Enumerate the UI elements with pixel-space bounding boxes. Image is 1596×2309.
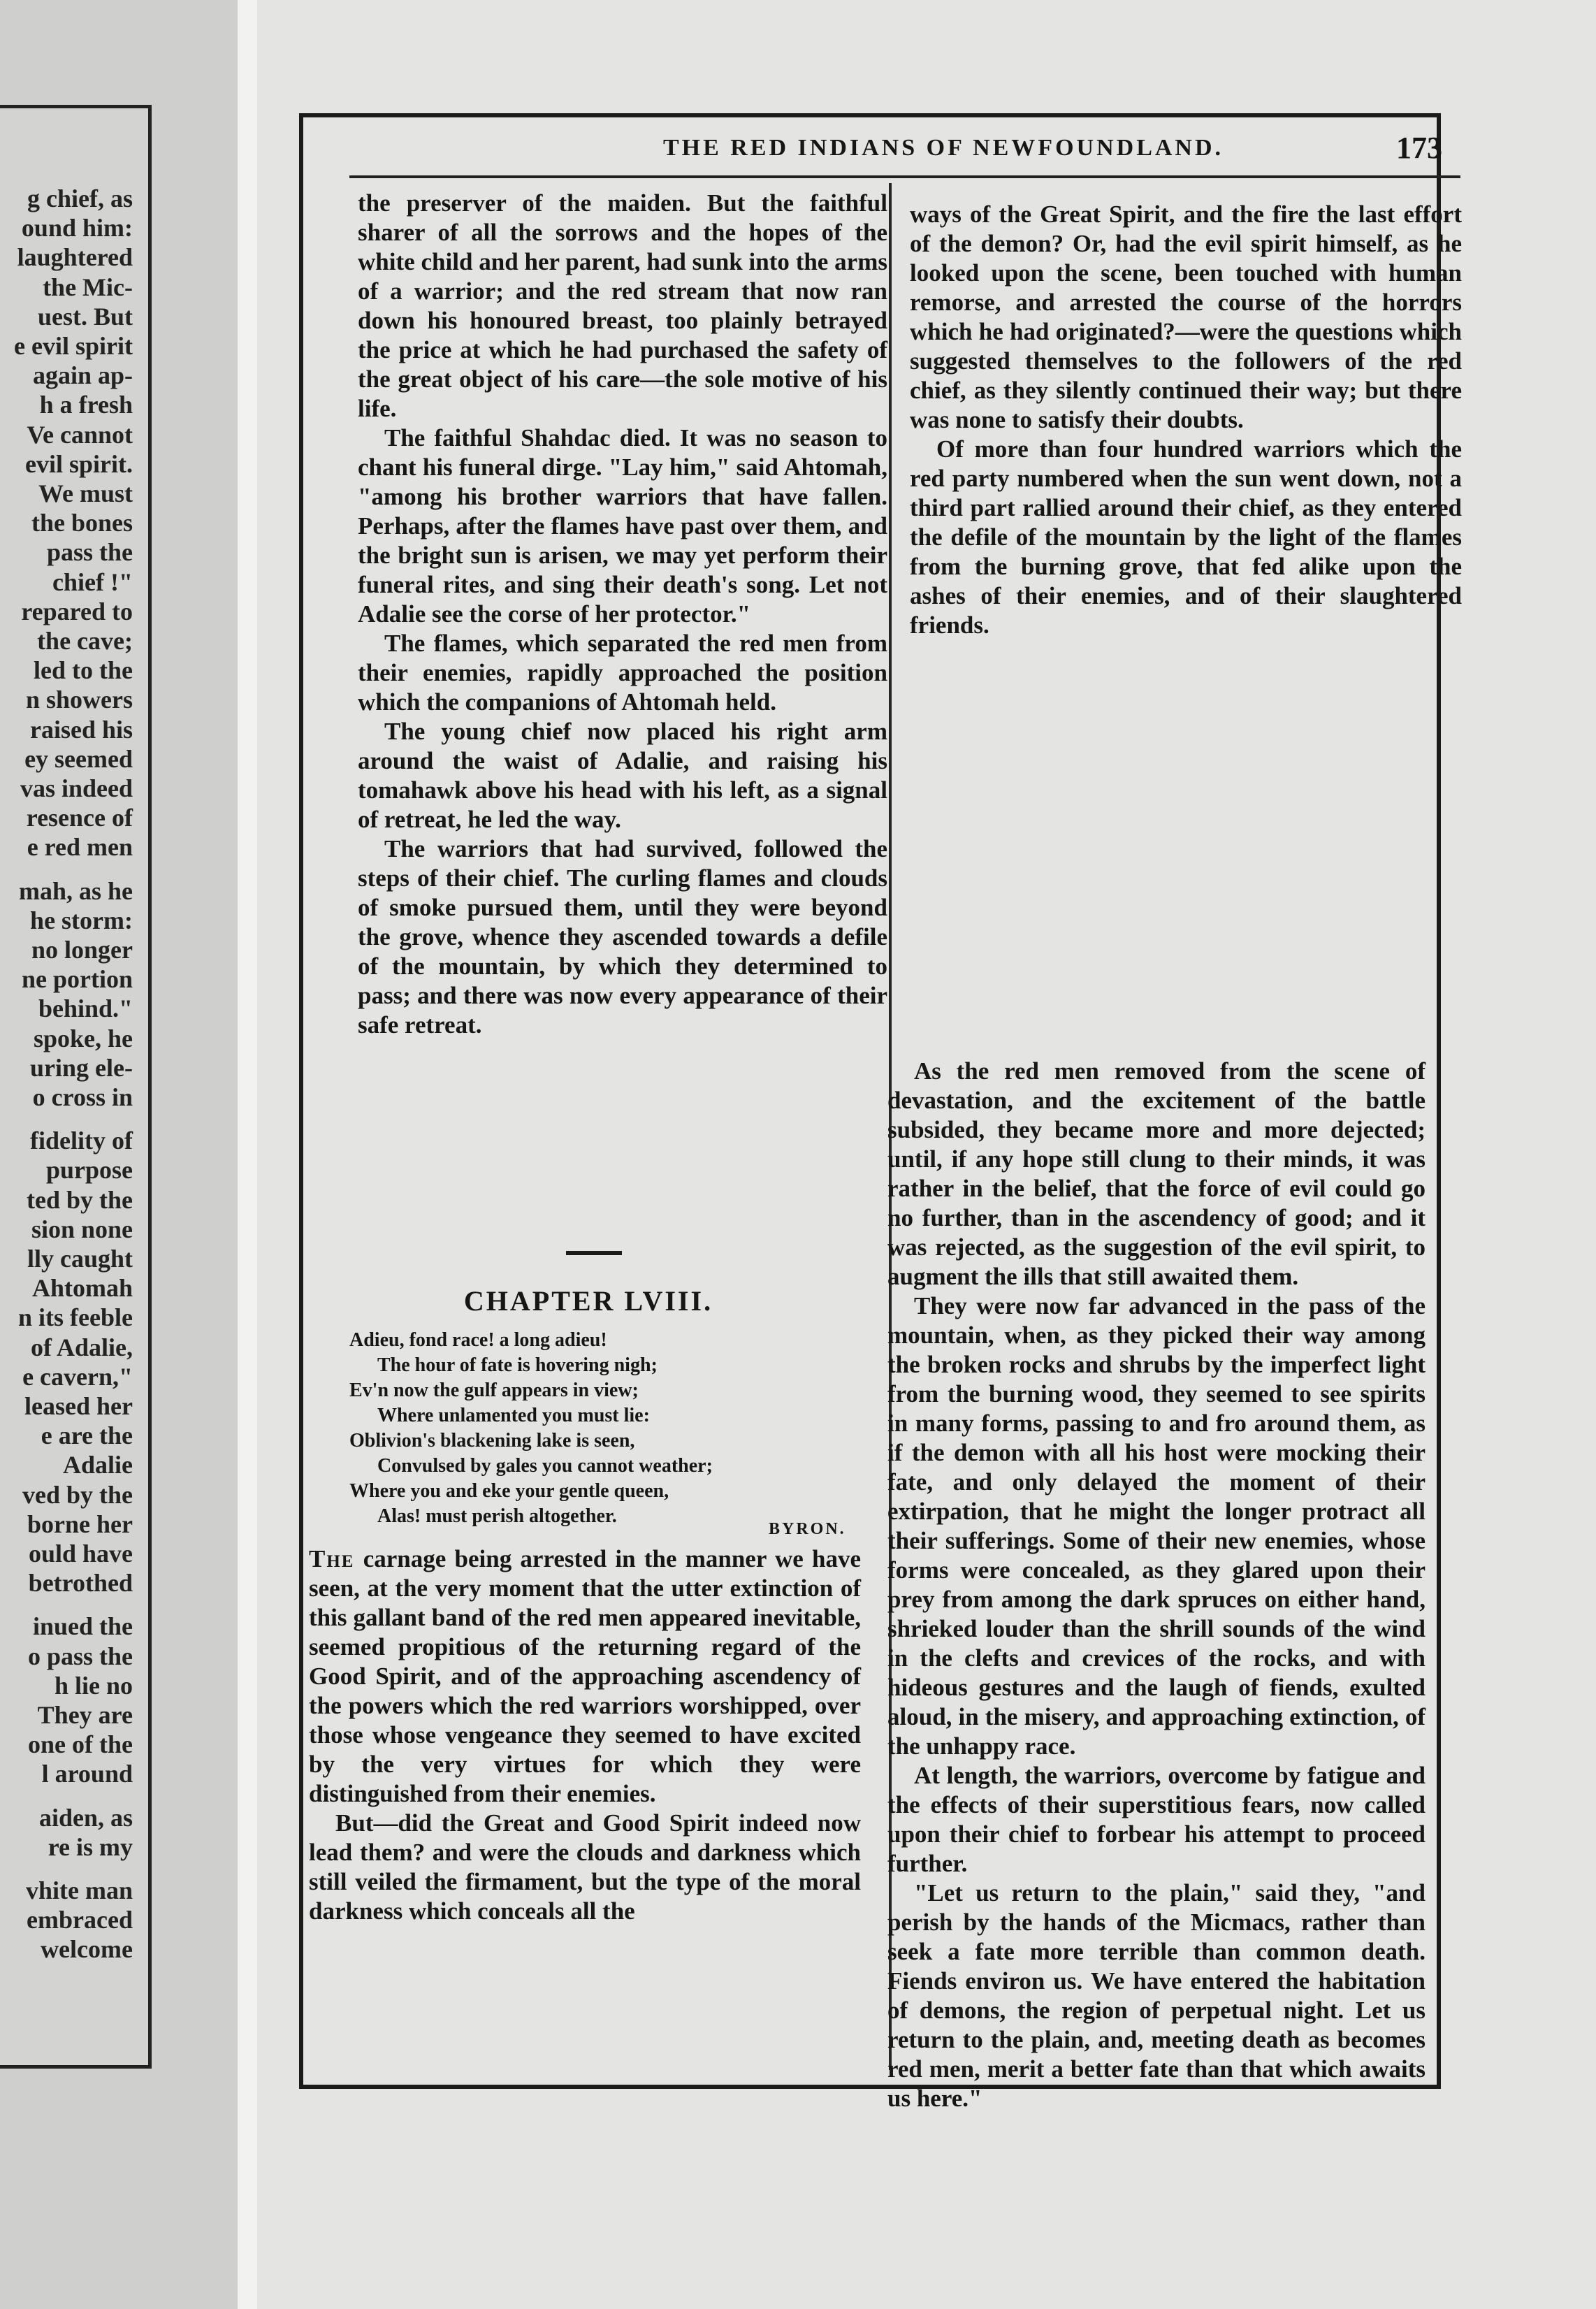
chapter-title: CHAPTER LVIII. bbox=[463, 1285, 713, 1317]
epigraph-line: Convulsed by gales you cannot weather; bbox=[377, 1455, 713, 1477]
facing-page-line: e evil spirit bbox=[14, 332, 133, 360]
facing-page-line: ved by the bbox=[22, 1480, 133, 1509]
facing-page-line: betrothed bbox=[28, 1569, 133, 1598]
facing-page-line: Ahtomah bbox=[31, 1274, 133, 1303]
facing-page-line: purpose bbox=[45, 1156, 133, 1185]
epigraph-line: Adieu, fond race! a long adieu! bbox=[349, 1329, 607, 1351]
facing-page-line: ne portion bbox=[21, 965, 133, 994]
facing-page-line: e red men bbox=[27, 833, 133, 862]
facing-page-line: resence of bbox=[26, 804, 133, 832]
paragraph: The flames, which separated the red men from their enemies, rapidly approached the position which the companions of Ahtomah held. bbox=[358, 630, 887, 716]
facing-page-line: ould have bbox=[28, 1540, 133, 1568]
left-column-text bbox=[358, 189, 887, 1040]
facing-page-fragment bbox=[0, 105, 152, 2069]
facing-page-line: sion none bbox=[31, 1215, 133, 1243]
facing-page-line: vhite man bbox=[26, 1876, 133, 1904]
facing-page-line: chief !" bbox=[52, 567, 133, 596]
facing-page-line: laughtered bbox=[17, 243, 133, 272]
facing-page-line: lly caught bbox=[27, 1245, 133, 1273]
facing-page-line: he storm: bbox=[30, 906, 133, 934]
facing-page-line: uest. But bbox=[37, 302, 133, 331]
facing-page-line: the bones bbox=[31, 509, 133, 537]
facing-page-line: uring ele- bbox=[30, 1053, 133, 1082]
facing-page-line: welcome bbox=[41, 1935, 133, 1964]
facing-page-line: Adalie bbox=[62, 1451, 133, 1479]
opening-word: The bbox=[309, 1545, 355, 1572]
facing-page-line: leased her bbox=[24, 1392, 133, 1420]
facing-page-line: behind." bbox=[38, 994, 133, 1023]
epigraph-line: Oblivion's blackening lake is seen, bbox=[349, 1430, 635, 1452]
epigraph-line: Where you and eke your gentle queen, bbox=[349, 1480, 669, 1502]
facing-page-line: the cave; bbox=[37, 627, 133, 655]
paragraph: At length, the warriors, overcome by fatigue and the effects of their superstitious fears, now called upon their chief to forbear his attempt to proceed further. bbox=[887, 1762, 1425, 1877]
facing-page-line: l around bbox=[41, 1760, 133, 1788]
paragraph-text: carnage being arrested in the manner we have seen, at the very moment that the utter extinction of this gallant band of the red men appeared inevitable, seemed propitious of the returning regard of the Good Spirit, and of the approaching ascendency of the powers which the red warriors worshipped, over those whose vengeance they seemed to have excited by the very virtues for which they were distinguished from their enemies. bbox=[309, 1545, 861, 1807]
facing-page-line: mah, as he bbox=[18, 876, 133, 905]
paragraph: They were now far advanced in the pass of the mountain, when, as they picked their way among the broken rocks and shrubs by the imperfect light from the burning wood, they seemed to see spirits in many forms, passing to and fro around them, as if the demon with all his host were mocking their fate, and only delayed the moment of their extirpation, that he might the longer protract all their sufferings. Some of their new enemies, whose forms were concealed, as they glared upon their prey from among the dark spruces on either hand, shrieked louder than the shrill sounds of the wind in the clefts and crevices of the rocks, and with hideous gestures and the laugh of fiends, exulted aloud, in the misery, and approaching extinction, of the unhappy race. bbox=[887, 1292, 1425, 1760]
facing-page-line: ey seemed bbox=[24, 744, 133, 773]
facing-page-line: evil spirit. bbox=[25, 449, 133, 478]
facing-page-line: one of the bbox=[28, 1730, 133, 1759]
paragraph: "Let us return to the plain," said they, "and perish by the hands of the Micmacs, rather than seek a fate more terrible than common death. Fiends environ us. We have entered the habitation of demons, the region of perpetual night. Let us return to the plain, and, meeting death as becomes red men, merit a better fate than that which awaits us here." bbox=[887, 1879, 1425, 2112]
facing-page-line: again ap- bbox=[32, 361, 133, 390]
facing-page-line: inued the bbox=[32, 1612, 133, 1641]
facing-page-line: g chief, as bbox=[27, 184, 133, 212]
facing-page-line: embraced bbox=[27, 1906, 133, 1934]
facing-page-line: aiden, as bbox=[38, 1803, 133, 1832]
facing-page-line: We must bbox=[38, 479, 133, 507]
facing-page-line: raised his bbox=[29, 715, 133, 744]
facing-page-line: fidelity of bbox=[30, 1127, 133, 1155]
facing-page-line: h a fresh bbox=[39, 391, 133, 419]
facing-page-line: They are bbox=[37, 1701, 133, 1729]
paragraph: Of more than four hundred warriors which the red party numbered when the sun went down, not a third part rallied around their chief, as they entered the defile of the mountain by the light of the flames from the burning grove, that fed alike upon the ashes of their enemies, and of their slaughtered friends. bbox=[910, 435, 1462, 639]
facing-page-line: h lie no bbox=[54, 1671, 133, 1700]
facing-page-line: n its feeble bbox=[18, 1303, 133, 1332]
paragraph: The young chief now placed his right arm around the waist of Adalie, and raising his tomahawk above his head with his left, as a signal of retreat, he led the way. bbox=[358, 718, 887, 833]
facing-page-line: spoke, he bbox=[33, 1024, 133, 1052]
facing-page-line: e cavern," bbox=[22, 1362, 133, 1391]
facing-page-line: of Adalie, bbox=[30, 1333, 133, 1361]
paragraph bbox=[309, 1544, 861, 1809]
section-ornament-rule bbox=[566, 1251, 622, 1255]
chapter-opening-text bbox=[309, 1544, 861, 1926]
header-rule bbox=[349, 175, 1460, 178]
facing-page-line: vas indeed bbox=[20, 774, 133, 802]
facing-page-line: repared to bbox=[21, 597, 133, 625]
facing-page-line: no longer bbox=[31, 936, 133, 964]
facing-page-line: o cross in bbox=[32, 1083, 133, 1111]
right-column-text-upper bbox=[910, 200, 1462, 640]
facing-page-line: led to the bbox=[34, 656, 133, 685]
epigraph-line: Alas! must perish altogether. bbox=[377, 1505, 617, 1527]
epigraph-line: The hour of fate is hovering nigh; bbox=[377, 1354, 658, 1376]
paragraph: The faithful Shahdac died. It was no season to chant his funeral dirge. "Lay him," said Ahtomah, "among his brother warriors that have fallen. Perhaps, after the flames have past over them, and the bright sun is arisen, we may yet perform their funeral rites, and sing their death's song. Let not Adalie see the corse of her protector." bbox=[358, 424, 887, 628]
epigraph-line: Ev'n now the gulf appears in view; bbox=[349, 1380, 639, 1401]
facing-page-line: o pass the bbox=[27, 1642, 133, 1670]
paragraph: The warriors that had survived, followed the steps of their chief. The curling flames and clouds of smoke pursued them, until they were beyond the grove, whence they ascended towards a defile of the mountain, by which they determined to pass; and there was now every appearance of their safe retreat. bbox=[358, 835, 887, 1038]
epigraph-line: Where unlamented you must lie: bbox=[377, 1405, 650, 1426]
facing-page-line: Ve cannot bbox=[27, 420, 133, 449]
paragraph: ways of the Great Spirit, and the fire the last effort of the demon? Or, had the evil spirit himself, as he looked upon the scene, been touched with human remorse, and arrested the course of the horrors which he had originated?—were the questions which suggested themselves to the followers of the red chief, as they silently continued their way; but there was none to satisfy their doubts. bbox=[910, 201, 1462, 433]
epigraph bbox=[349, 1328, 866, 1529]
facing-page-line: re is my bbox=[48, 1832, 133, 1861]
right-column-text-lower bbox=[887, 1057, 1425, 2113]
facing-page-line: ound him: bbox=[21, 214, 133, 243]
facing-page-line: the Mic- bbox=[43, 273, 133, 301]
book-gutter bbox=[238, 0, 257, 2309]
running-head: THE RED INDIANS OF NEWFOUNDLAND. bbox=[662, 135, 1224, 161]
paragraph: But—did the Great and Good Spirit indeed now lead them? and were the clouds and darkness which still veiled the firmament, but the type of the moral darkness which conceals all the bbox=[309, 1809, 861, 1925]
facing-page-line: borne her bbox=[27, 1510, 133, 1538]
paragraph: the preserver of the maiden. But the faithful sharer of all the sorrows and the hopes of the white child and her parent, had sunk into the arms of a warrior; and the red stream that now ran down his honoured breast, too plainly betrayed the price at which he had purchased the safety of the great object of his care—the sole motive of his life. bbox=[358, 189, 887, 422]
paragraph: As the red men removed from the scene of devastation, and the excitement of the battle subsided, they became more and more dejected; until, if any hope still clung to their minds, it was rather in the belief, that the force of evil could go no further, than in the ascendency of good; and it was rejected, as the suggestion of the evil spirit, to augment the ills that still awaited them. bbox=[887, 1057, 1425, 1290]
page-number: 173 bbox=[1396, 131, 1442, 165]
facing-page-line: ted by the bbox=[27, 1185, 133, 1214]
facing-page-line: pass the bbox=[46, 538, 133, 567]
facing-page-line: e are the bbox=[41, 1421, 133, 1450]
facing-page-line: n showers bbox=[25, 686, 133, 714]
epigraph-attribution: BYRON. bbox=[769, 1520, 846, 1538]
